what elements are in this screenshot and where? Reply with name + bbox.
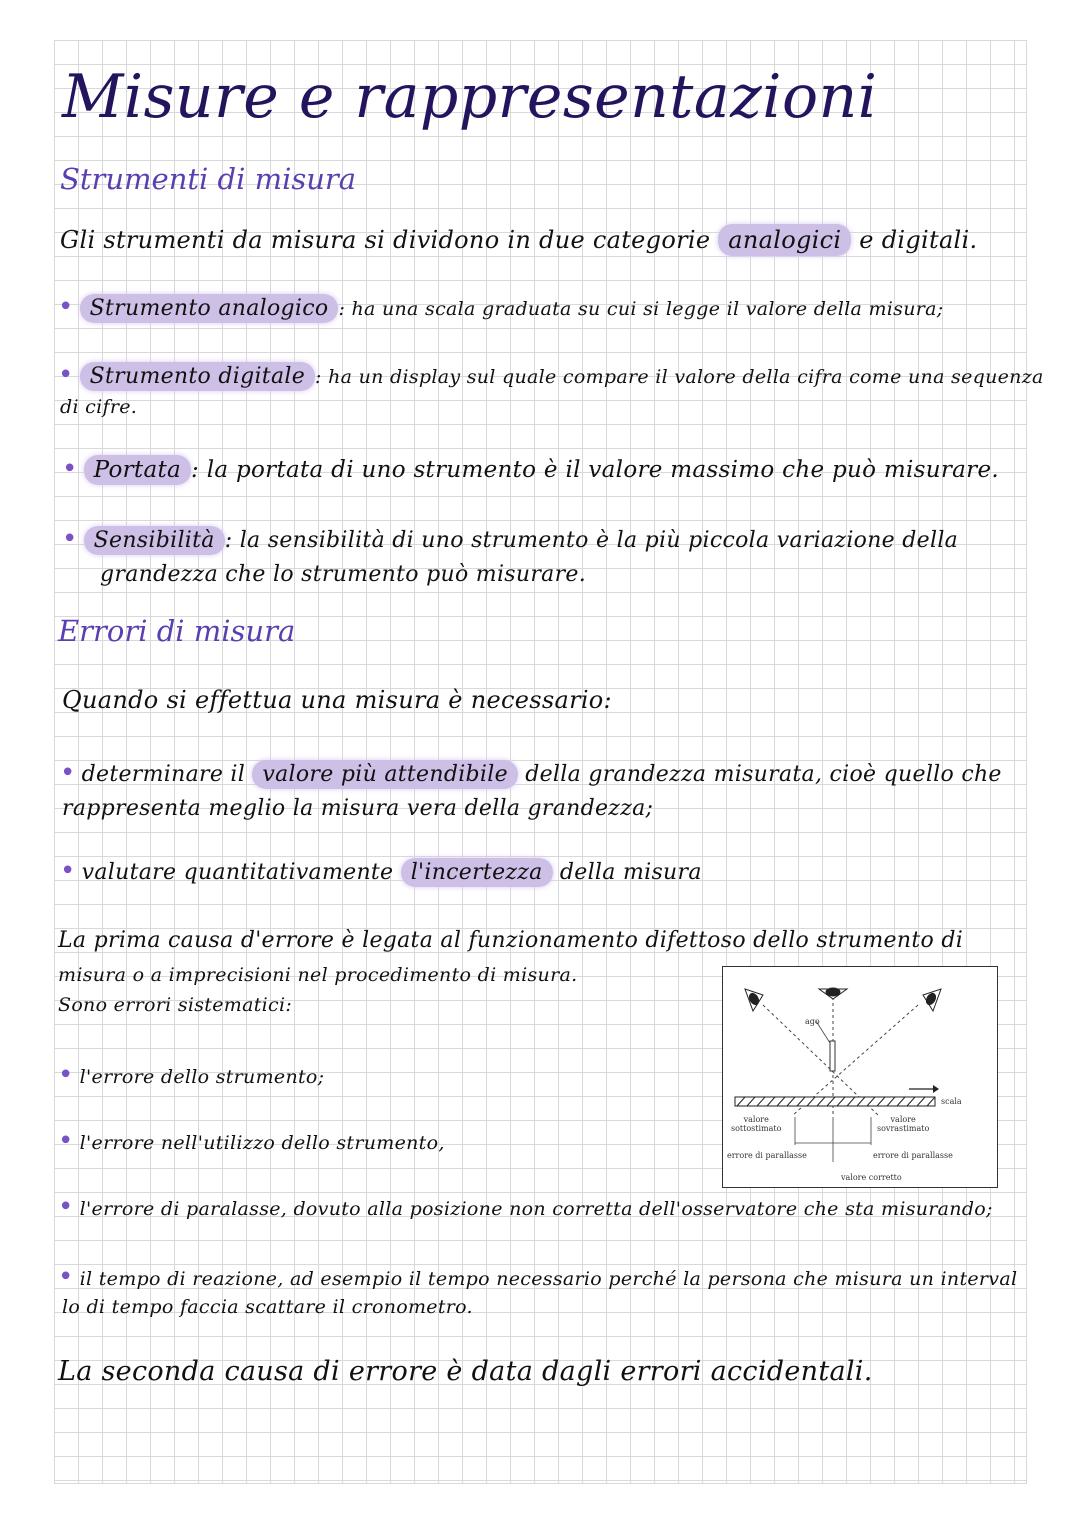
highlight-incertezza: l'incertezza	[401, 858, 553, 887]
text-errore-parallasse: l'errore di paralasse, dovuto alla posizione non corretta dell'osservatore che sta misurando;	[79, 1198, 993, 1220]
bullet-icon: •	[58, 1192, 74, 1222]
text-valutare: valutare quantitativamente	[81, 860, 394, 885]
label-valore-sovrastimato: valore sovrastimato	[877, 1115, 930, 1133]
text-errori-sistematici: Sono errori sistematici:	[58, 994, 293, 1016]
text-sensibilita-2: grandezza che lo strumento può misurare.	[100, 562, 587, 587]
bullet-icon: •	[62, 524, 78, 554]
text-analogico: : ha una scala graduata su cui si legge il valore della misura;	[338, 298, 944, 320]
parallax-diagram	[722, 966, 998, 1188]
term-digitale: Strumento digitale	[80, 362, 315, 391]
eye-icon	[745, 989, 763, 1011]
section-heading-errori: Errori di misura	[58, 614, 296, 648]
eye-icon	[923, 989, 941, 1011]
item-sensibilita	[62, 524, 958, 554]
item-digitale	[58, 360, 1044, 390]
term-sensibilita: Sensibilità	[84, 526, 225, 555]
text-determinare-end: della grandezza misurata, cioè quello che	[525, 762, 1002, 787]
text-determinare-2: rappresenta meglio la misura vera della grandezza;	[62, 796, 654, 821]
bullet-icon: •	[58, 292, 74, 322]
item-determinare	[60, 758, 1002, 788]
page-title: Misure e rappresentazioni	[62, 62, 878, 132]
item-errore-parallasse	[58, 1192, 993, 1222]
term-analogico: Strumento analogico	[80, 294, 339, 323]
highlight-valore-attendibile: valore più attendibile	[252, 760, 518, 789]
text-errore-utilizzo: l'errore nell'utilizzo dello strumento,	[79, 1132, 445, 1154]
intro-text: Gli strumenti da misura si dividono in due categorie	[60, 226, 711, 254]
bullet-icon: •	[58, 1060, 74, 1090]
item-valutare	[60, 856, 702, 886]
text-tempo-reazione-2: lo di tempo faccia scattare il cronometro.	[62, 1296, 473, 1318]
text-valutare-end: della misura	[559, 860, 702, 885]
item-errore-strumento	[58, 1060, 324, 1090]
intro-strumenti	[60, 226, 977, 254]
bullet-icon: •	[58, 1262, 74, 1292]
text-seconda-causa: La seconda causa di errore è data dagli errori accidentali.	[58, 1356, 873, 1387]
text-determinare: determinare il	[81, 762, 246, 787]
bullet-icon: •	[58, 360, 74, 390]
label-errore-parallasse-left: errore di parallasse	[727, 1151, 807, 1160]
item-errore-utilizzo	[58, 1126, 445, 1156]
intro-text-end: e digitali.	[859, 226, 978, 254]
text-tempo-reazione: il tempo di reazione, ad esempio il tempo necessario perché la persona che misura un interval	[79, 1268, 1018, 1290]
text-sensibilita: : la sensibilità di uno strumento è la più piccola variazione della	[224, 528, 959, 553]
label-valore-sottostimato: valore sottostimato	[731, 1115, 782, 1133]
highlight-analogici: analogici	[718, 224, 851, 256]
text-prima-causa: La prima causa d'errore è legata al funzionamento difettoso dello strumento di	[58, 928, 964, 953]
bullet-icon: •	[60, 758, 76, 788]
text-digitale-2: di cifre.	[60, 396, 138, 418]
section-heading-strumenti: Strumenti di misura	[60, 162, 357, 196]
text-portata: : la portata di uno strumento è il valore massimo che può misurare.	[191, 457, 999, 483]
bullet-icon: •	[60, 856, 76, 886]
term-portata: Portata	[84, 455, 191, 485]
label-scala: scala	[941, 1097, 962, 1106]
label-ago: ago	[805, 1017, 820, 1026]
bullet-icon: •	[62, 454, 78, 484]
label-errore-parallasse-right: errore di parallasse	[873, 1151, 953, 1160]
intro-errori: Quando si effettua una misura è necessario:	[62, 686, 612, 714]
bullet-icon: •	[58, 1126, 74, 1156]
text-prima-causa-2: misura o a imprecisioni nel procedimento di misura.	[58, 964, 578, 986]
label-valore-corretto: valore corretto	[841, 1173, 902, 1182]
item-portata	[62, 454, 999, 484]
text-errore-strumento: l'errore dello strumento;	[79, 1066, 325, 1088]
eye-icon	[819, 988, 847, 999]
item-analogico	[58, 292, 943, 322]
text-digitale: : ha un display sul quale compare il valore della cifra come una sequenza	[315, 366, 1044, 388]
item-tempo-reazione	[58, 1262, 1017, 1292]
